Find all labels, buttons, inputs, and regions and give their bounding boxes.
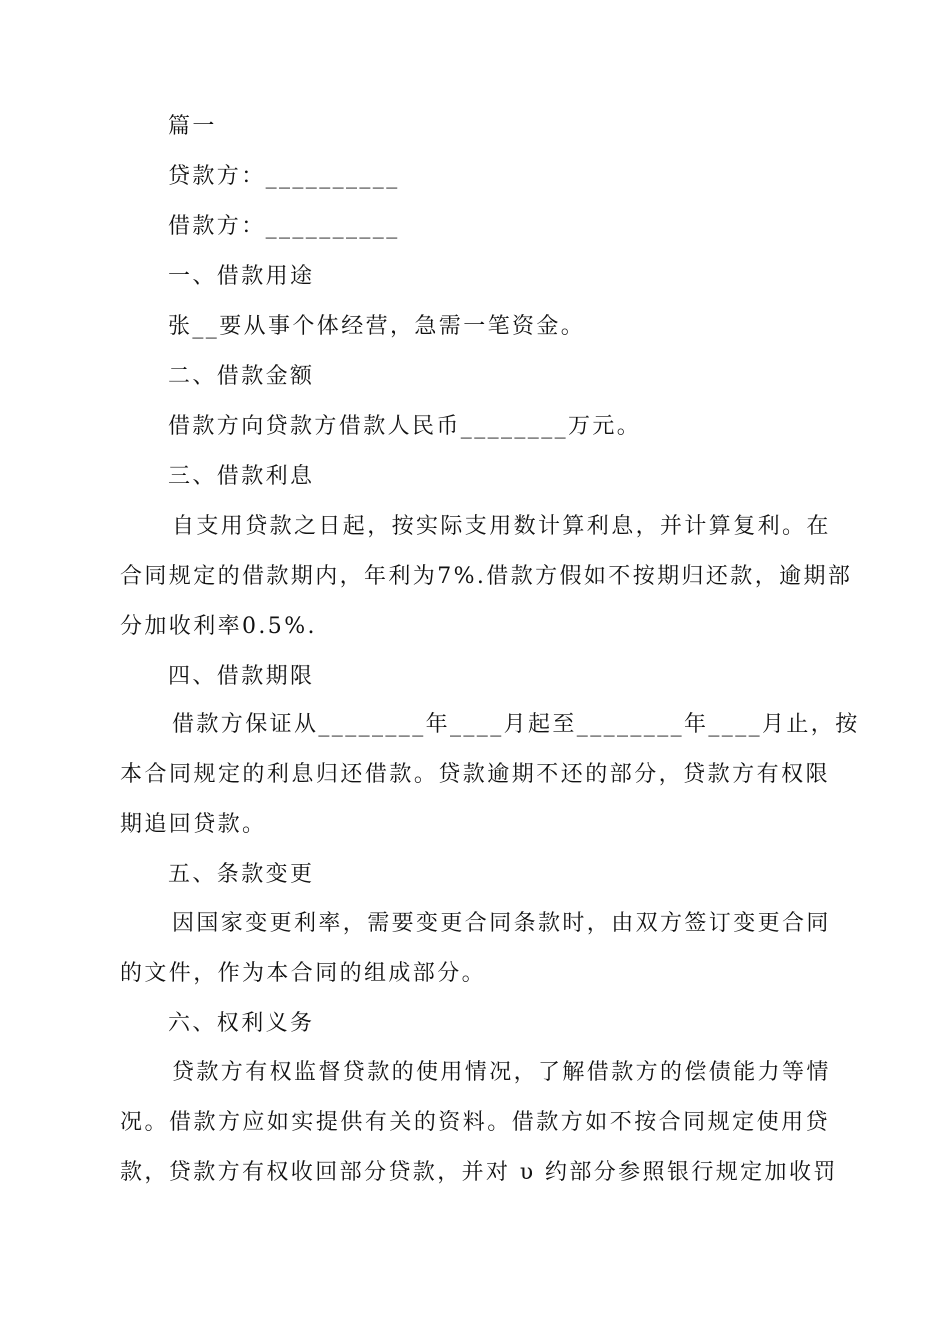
section-heading-purpose: 一、借款用途 xyxy=(168,264,315,289)
lender-field: 贷款方：__________ xyxy=(168,164,400,189)
section-heading-amount: 二、借款金额 xyxy=(168,364,315,389)
section-heading-interest: 三、借款利息 xyxy=(168,464,315,489)
paragraph-line: 张__要从事个体经营，急需一笔资金。 xyxy=(168,314,586,339)
paragraph-line: 期追回贷款。 xyxy=(120,812,267,837)
section-heading-term: 四、借款期限 xyxy=(168,664,315,689)
paragraph-line: 借款方向贷款方借款人民币________万元。 xyxy=(168,414,642,439)
paragraph-line: 本合同规定的利息归还借款。贷款逾期不还的部分，贷款方有权限 xyxy=(120,762,830,787)
section-heading-changes: 五、条款变更 xyxy=(168,862,315,887)
paragraph-line: 贷款方有权监督贷款的使用情况，了解借款方的偿债能力等情 xyxy=(172,1060,831,1085)
section-heading-part-one: 篇一 xyxy=(168,114,217,139)
paragraph-line: 的文件，作为本合同的组成部分。 xyxy=(120,961,487,986)
paragraph-line: 况。借款方应如实提供有关的资料。借款方如不按合同规定使用贷 xyxy=(120,1110,830,1135)
paragraph-line: 借款方保证从________年____月起至________年____月止，按 xyxy=(172,712,860,737)
paragraph-line: 自支用贷款之日起，按实际支用数计算利息，并计算复利。在 xyxy=(172,514,831,539)
paragraph-line: 分加收利率0.5%. xyxy=(120,614,317,639)
paragraph-line: 合同规定的借款期内，年利为7%.借款方假如不按期归还款，逾期部 xyxy=(120,564,853,589)
borrower-field: 借款方：__________ xyxy=(168,214,400,239)
paragraph-line: 因国家变更利率，需要变更合同条款时，由双方签订变更合同 xyxy=(172,911,831,936)
paragraph-line: 款，贷款方有权收回部分贷款，并对 υ 约部分参照银行规定加收罚 xyxy=(120,1160,838,1185)
section-heading-rights: 六、权利义务 xyxy=(168,1011,315,1036)
